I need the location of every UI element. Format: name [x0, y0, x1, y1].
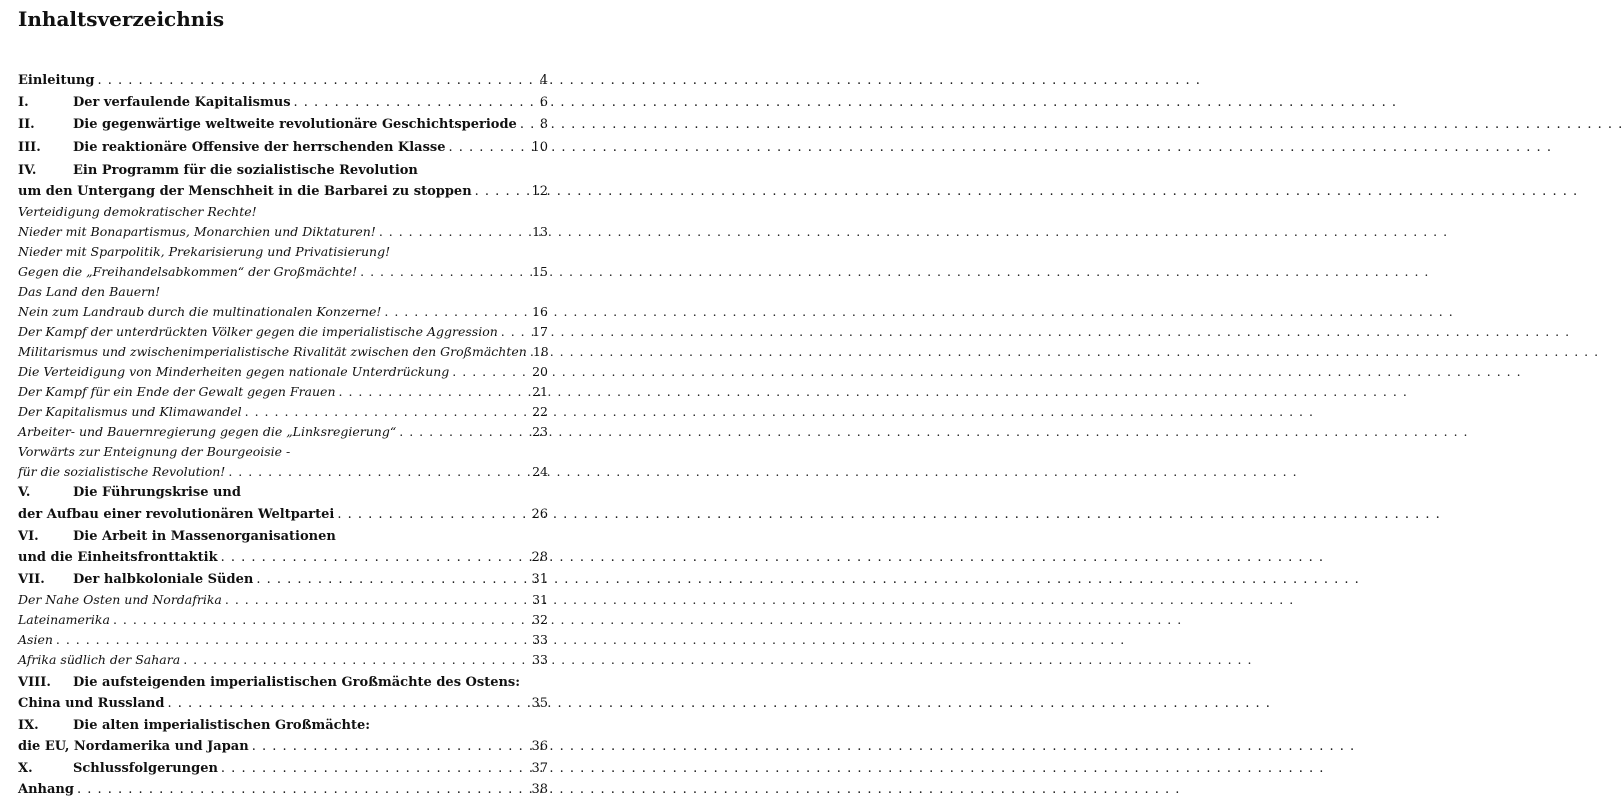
toc-leader-dots	[221, 549, 529, 567]
toc-page-number: 15	[532, 264, 548, 279]
toc-chapter-entry	[18, 116, 548, 134]
toc-entry-title: Der Kampf der unterdrückten Völker gegen die imperialistische Aggression	[18, 324, 498, 339]
toc-entry-title: Verteidigung demokratischer Rechte!	[18, 204, 257, 219]
toc-page-number: 21	[532, 384, 548, 399]
toc-entry-title: Gegen die „Freihandelsabkommen“ der Großmächte!	[18, 264, 358, 279]
toc-leader-dots	[337, 506, 528, 524]
toc-subsection-entry	[18, 323, 548, 341]
toc-chapter-entry	[18, 94, 548, 112]
toc-leader-dots	[225, 591, 529, 609]
toc-page-number: 36	[531, 739, 548, 754]
toc-leader-dots	[475, 183, 529, 201]
toc-entry-title: Die aufsteigenden imperialistischen Großmächte des Ostens:	[73, 675, 521, 690]
toc-page-number: 35	[531, 696, 548, 711]
toc-chapter-entry	[18, 139, 548, 157]
toc-entry-number: III.	[18, 140, 41, 155]
toc-page-number: 8	[539, 117, 548, 132]
toc-entry-number: I.	[18, 95, 29, 110]
toc-leader-dots	[520, 116, 537, 134]
toc-subsection-entry	[18, 343, 548, 361]
toc-entry-title: Die Führungskrise und	[73, 485, 241, 500]
toc-leader-dots	[379, 223, 529, 241]
toc-leader-dots	[228, 463, 529, 481]
toc-page-number: 28	[531, 550, 548, 565]
toc-entry-title: Arbeiter- und Bauernregierung gegen die „Linksregierung“	[18, 424, 397, 439]
toc-leader-dots	[252, 738, 529, 756]
toc-leader-dots	[256, 571, 528, 589]
toc-leader-dots	[339, 383, 530, 401]
toc-chapter-entry	[18, 571, 548, 589]
toc-entry-title: Asien	[18, 632, 53, 647]
toc-entry-title: die EU, Nordamerika und Japan	[18, 739, 249, 754]
toc-leader-dots	[167, 695, 528, 713]
toc-entry-title: Nieder mit Bonapartismus, Monarchien und Diktaturen!	[18, 224, 376, 239]
toc-page-number: 24	[532, 464, 548, 479]
toc-entry-title: Der halbkoloniale Süden	[73, 572, 254, 587]
toc-leader-dots	[221, 760, 529, 778]
toc-chapter-entry	[18, 760, 548, 778]
toc-subsection-entry	[18, 263, 548, 281]
toc-chapter-entry	[18, 738, 548, 756]
toc-subsection-entry	[18, 203, 548, 221]
toc-entry-title: für die sozialistische Revolution!	[18, 464, 226, 479]
toc-entry-title: Militarismus und zwischenimperialistische Rivalität zwischen den Großmächten	[18, 344, 527, 359]
toc-entry-title: Lateinamerika	[18, 612, 110, 627]
toc-page-number: 22	[532, 404, 548, 419]
toc-subsection-entry	[18, 223, 548, 241]
toc-leader-dots	[294, 94, 537, 112]
toc-entry-title: Anhang	[18, 782, 74, 797]
toc-entry-title: Der Nahe Osten und Nordafrika	[18, 592, 222, 607]
toc-subsection-entry	[18, 591, 548, 609]
toc-subsection-entry	[18, 443, 548, 461]
toc-entry-number: X.	[18, 761, 33, 776]
toc-leader-dots	[501, 323, 529, 341]
toc-page-number: 33	[532, 652, 548, 667]
toc-entry-title: Schlussfolgerungen	[73, 761, 218, 776]
toc-entry-title: der Aufbau einer revolutionären Weltpartei	[18, 507, 335, 522]
toc-chapter-entry	[18, 549, 548, 567]
toc-chapter-entry	[18, 781, 548, 799]
toc-leader-dots	[97, 72, 536, 90]
toc-page-number: 4	[539, 73, 548, 88]
toc-page-number: 13	[532, 224, 548, 239]
toc-entry-title: Afrika südlich der Sahara	[18, 652, 181, 667]
toc-entry-title: Die Arbeit in Massenorganisationen	[73, 529, 336, 544]
toc-page	[0, 0, 565, 811]
toc-chapter-entry	[18, 506, 548, 524]
toc-page-number: 12	[531, 184, 548, 199]
toc-chapter-entry	[18, 717, 548, 735]
toc-leader-dots	[245, 403, 529, 421]
page-title: Inhaltsverzeichnis	[18, 7, 225, 31]
toc-subsection-entry	[18, 651, 548, 669]
toc-page-number: 18	[532, 344, 549, 359]
toc-leader-dots	[360, 263, 529, 281]
toc-leader-dots	[77, 781, 528, 799]
toc-entry-title: Die alten imperialistischen Großmächte:	[73, 718, 371, 733]
toc-page-number: 38	[531, 782, 548, 797]
toc-chapter-entry	[18, 695, 548, 713]
toc-page-number: 26	[531, 507, 548, 522]
toc-page-number: 6	[539, 95, 548, 110]
toc-entry-number: VIII.	[18, 675, 51, 690]
toc-subsection-entry	[18, 283, 548, 301]
toc-entry-number: IV.	[18, 163, 37, 178]
toc-subsection-entry	[18, 383, 548, 401]
toc-chapter-entry	[18, 528, 548, 546]
toc-chapter-entry	[18, 72, 548, 90]
toc-entry-title: Die reaktionäre Offensive der herrschenden Klasse	[73, 140, 446, 155]
toc-entry-title: und die Einheitsfronttaktik	[18, 550, 218, 565]
toc-leader-dots	[399, 423, 529, 441]
toc-leader-dots	[452, 363, 529, 381]
toc-subsection-entry	[18, 403, 548, 421]
toc-page-number: 31	[531, 572, 548, 587]
toc-entry-title: Einleitung	[18, 73, 95, 88]
toc-subsection-entry	[18, 463, 548, 481]
toc-entry-number: V.	[18, 485, 31, 500]
toc-page-number: 31	[532, 592, 548, 607]
toc-chapter-entry	[18, 183, 548, 201]
toc-leader-dots	[113, 611, 529, 629]
toc-page-number: 33	[532, 632, 548, 647]
toc-entry-title: um den Untergang der Menschheit in die Barbarei zu stoppen	[18, 184, 472, 199]
toc-subsection-entry	[18, 363, 548, 381]
toc-subsection-entry	[18, 631, 548, 649]
toc-entry-title: Nein zum Landraub durch die multinationalen Konzerne!	[18, 304, 382, 319]
toc-leader-dots	[56, 631, 529, 649]
toc-leader-dots	[449, 139, 529, 157]
toc-page-number: 37	[531, 761, 548, 776]
toc-subsection-entry	[18, 423, 548, 441]
toc-entry-title: Vorwärts zur Enteignung der Bourgeoisie -	[18, 444, 291, 459]
toc-subsection-entry	[18, 611, 548, 629]
toc-chapter-entry	[18, 674, 548, 692]
toc-subsection-entry	[18, 243, 548, 261]
toc-leader-dots	[183, 651, 529, 669]
toc-entry-title: Nieder mit Sparpolitik, Prekarisierung und Privatisierung!	[18, 244, 391, 259]
toc-page-number: 20	[532, 364, 548, 379]
toc-entry-title: Der verfaulende Kapitalismus	[73, 95, 291, 110]
toc-entry-title: Das Land den Bauern!	[18, 284, 161, 299]
toc-leader-dots	[384, 303, 529, 321]
toc-entry-title: Die gegenwärtige weltweite revolutionäre Geschichtsperiode	[73, 117, 517, 132]
toc-entry-number: VII.	[18, 572, 45, 587]
toc-page-number: 17	[532, 324, 548, 339]
toc-entry-title: Der Kapitalismus und Klimawandel	[18, 404, 242, 419]
toc-entry-title: Der Kampf für ein Ende der Gewalt gegen Frauen	[18, 384, 336, 399]
toc-page-number: 10	[531, 140, 548, 155]
toc-entry-title: Ein Programm für die sozialistische Revolution	[73, 163, 418, 178]
toc-page-number: 16	[532, 304, 548, 319]
toc-entry-number: II.	[18, 117, 35, 132]
toc-page-number: 32	[532, 612, 548, 627]
toc-subsection-entry	[18, 303, 548, 321]
toc-entry-title: Die Verteidigung von Minderheiten gegen nationale Unterdrückung	[18, 364, 450, 379]
toc-entry-number: IX.	[18, 718, 39, 733]
toc-chapter-entry	[18, 484, 548, 502]
toc-entry-number: VI.	[18, 529, 39, 544]
toc-chapter-entry	[18, 162, 548, 180]
toc-entry-title: China und Russland	[18, 696, 165, 711]
toc-page-number: 23	[532, 424, 548, 439]
